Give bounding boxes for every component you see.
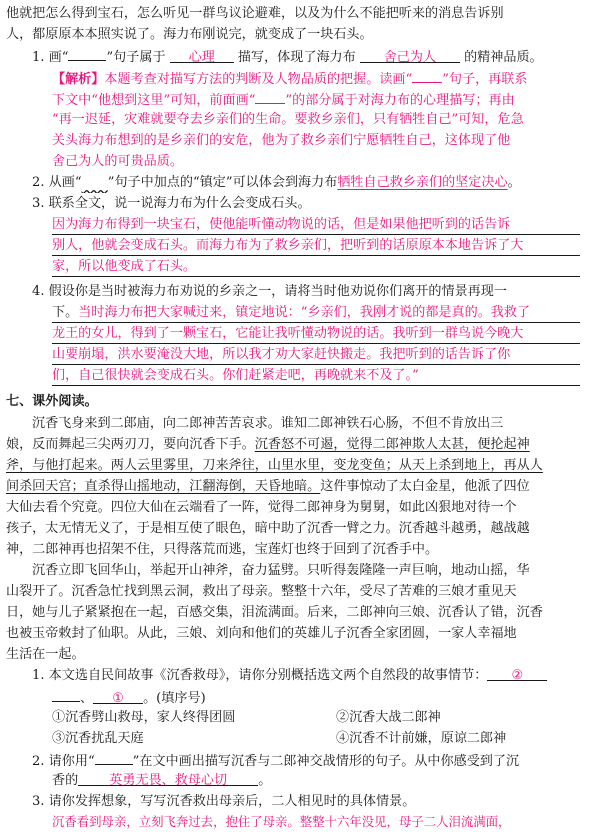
r1-option-1: ①沉香劈山救母，家人终得团圆	[52, 710, 236, 725]
q1-explanation-2: 下文中“他想到这里”可知，前面画“ ”的部分属于对海力布的心理描写；再由	[52, 89, 593, 109]
r2-question: 2. 请你用“ ”在文中画出描写沉香与二郎神交战情形的句子。从中你感受到了沉	[32, 750, 584, 770]
r1-answer-line: 、 ① 。(填序号)	[52, 687, 593, 707]
q4-answer-4: 们，自己很快就会变成石头。你们赶紧走吧，再晚就来不及了。”	[52, 368, 419, 383]
intro-line-1: 他就把怎么得到宝石，怎么听见一群鸟议论避难，以及为什么不能把听来的消息告诉别	[6, 6, 504, 21]
q3-answer-1: 因为海力布得到一块宝石，使他能听懂动物说的话，但是如果他把听到的话告诉	[52, 217, 511, 232]
r2-answer-line: 香的 英勇无畏、救母心切 。	[52, 773, 272, 788]
section-7-title: 七、课外阅读。	[6, 394, 98, 409]
q1-line: 1. 画“ ”句子属于 心理 描写，体现了海力布 舍己为人 的精神品质。	[32, 46, 584, 66]
q4-answer-2: 龙王的女儿，得到了一颗宝石，它能让我听懂动物说的话。我听到一群鸟说今晚大	[52, 326, 524, 341]
q3-question: 3. 联系全文，说一说海力布为什么会变成石头。	[32, 196, 311, 211]
r1-option-2: ②沉香大战二郎神	[336, 710, 441, 725]
q1-explanation-3: “再一迟延，灾难就要夺去乡亲们的生命。要救乡亲们，只有牺牲自己”可知，危急	[52, 112, 524, 127]
r1-option-3: ③沉香扰乱天庭	[52, 731, 144, 746]
q2-line: 2. 从画“ ”句子中加点的“镇定”可以体会到海力布牺牲自己救乡亲们的坚定决心。	[32, 175, 521, 190]
r3-question: 3. 请你发挥想象，写写沉香救出母亲后，二人相见时的具体情景。	[32, 794, 416, 809]
story-line-8: 沉香立即飞回华山，举起开山神斧，奋力猛劈。只听得轰隆隆一声巨响，地动山摇，华	[32, 563, 530, 578]
story-line-3: 斧，与他打起来。两人云里雾里，刀来斧往，山里水里，变龙变鱼；从天上杀到地上，再从人	[6, 458, 543, 473]
q3-answer-2: 别人，他就会变成石头。而海力布为了救乡亲们，把听到的话原原本本地告诉了大	[52, 238, 524, 253]
r1-option-4: ④沉香不计前嫌，原谅二郎神	[336, 731, 507, 746]
r2-answer: 英勇无畏、救母心切	[78, 771, 258, 786]
story-line-12: 生活在一起。	[6, 647, 85, 662]
story-line-7: 神，二郎神再也招架不住，只得落荒而逃，宝莲灯也终于回到了沉香手中。	[6, 542, 439, 557]
q1-answer-2: 舍己为人	[360, 48, 460, 63]
r1-question: 1. 本文选自民间故事《沉香救母》，请你分别概括选文两个自然段的故事情节： ②	[32, 666, 584, 686]
story-line-11: 也被玉帝敕封了仙职。从此，三娘、刘向和他们的英雄儿子沉香全家团圆，一家人幸福地	[6, 626, 517, 641]
q4-answer-3: 山要崩塌，洪水要淹没大地，所以我才劝大家赶快搬走。我把听到的话告诉了你	[52, 347, 511, 362]
q1-explanation-4: 关头海力布想到的是乡亲们的安危，他为了救乡亲们宁愿牺牲自己，这体现了他	[52, 133, 511, 148]
r3-answer-1: 沉香看到母亲，立刻飞奔过去，抱住了母亲。整整十六年没见，母子二人泪流满面，	[52, 814, 511, 829]
r1-answer-2: ①	[93, 689, 143, 704]
q3-answer-3: 家，所以他变成了石头。	[52, 259, 197, 274]
story-line-2: 娘，反而舞起三尖两刃刀，要向沉香下手。沉香怒不可遏，觉得二郎神欺人太甚，便抡起神	[6, 437, 530, 452]
story-line-10: 日，她与儿子紧紧抱在一起，百感交集，泪流满面。后来，二郎神向三娘、沉香认了错，沉香	[6, 605, 543, 620]
q4-answer-1: 下。当时海力布把大家喊过来，镇定地说：“乡亲们，我刚才说的都是真的。我救了	[52, 305, 531, 320]
q4-question: 4. 假设你是当时被海力布劝说的乡亲之一，请将当时他劝说你们离开的情景再现一	[32, 284, 507, 299]
q2-answer: 牺牲自己救乡亲们的坚定决心	[337, 175, 508, 190]
story-line-4: 间杀回天宫；直杀得山摇地动，江翻海倒，天昏地暗。这件事惊动了太白金星，他派了四位	[6, 479, 530, 494]
story-line-9: 山裂开了。沉香急忙找到黑云洞，救出了母亲。整整十六年，受尽了苦难的三娘才重见天	[6, 584, 517, 599]
story-line-1: 沉香飞身来到二郎庙，向二郎神苦苦哀求。谁知二郎神铁石心肠，不但不肯放出三	[32, 416, 504, 431]
q1-explanation-5: 舍己为人的可贵品质。	[52, 154, 183, 169]
q1-answer-1: 心理	[170, 48, 234, 63]
q1-explanation-1: 【解析】本题考查对描写方法的判断及人物品质的把握。读画“ ”句子，再联系	[52, 68, 593, 88]
story-line-6: 孩子，太无情无义了，于是相互使了眼色，暗中助了沉香一臂之力。沉香越斗越勇，越战越	[6, 521, 530, 536]
intro-line-2: 人，都原原本本照实说了。海力布刚说完，就变成了一块石头。	[6, 27, 373, 42]
q1-underline-marker	[68, 46, 106, 61]
story-line-5: 大仙去看个究竟。四位大仙在云端看了一阵，觉得二郎神身为舅舅，如此凶狠地对待一个	[6, 500, 517, 515]
r1-answer-1: ②	[487, 666, 547, 681]
